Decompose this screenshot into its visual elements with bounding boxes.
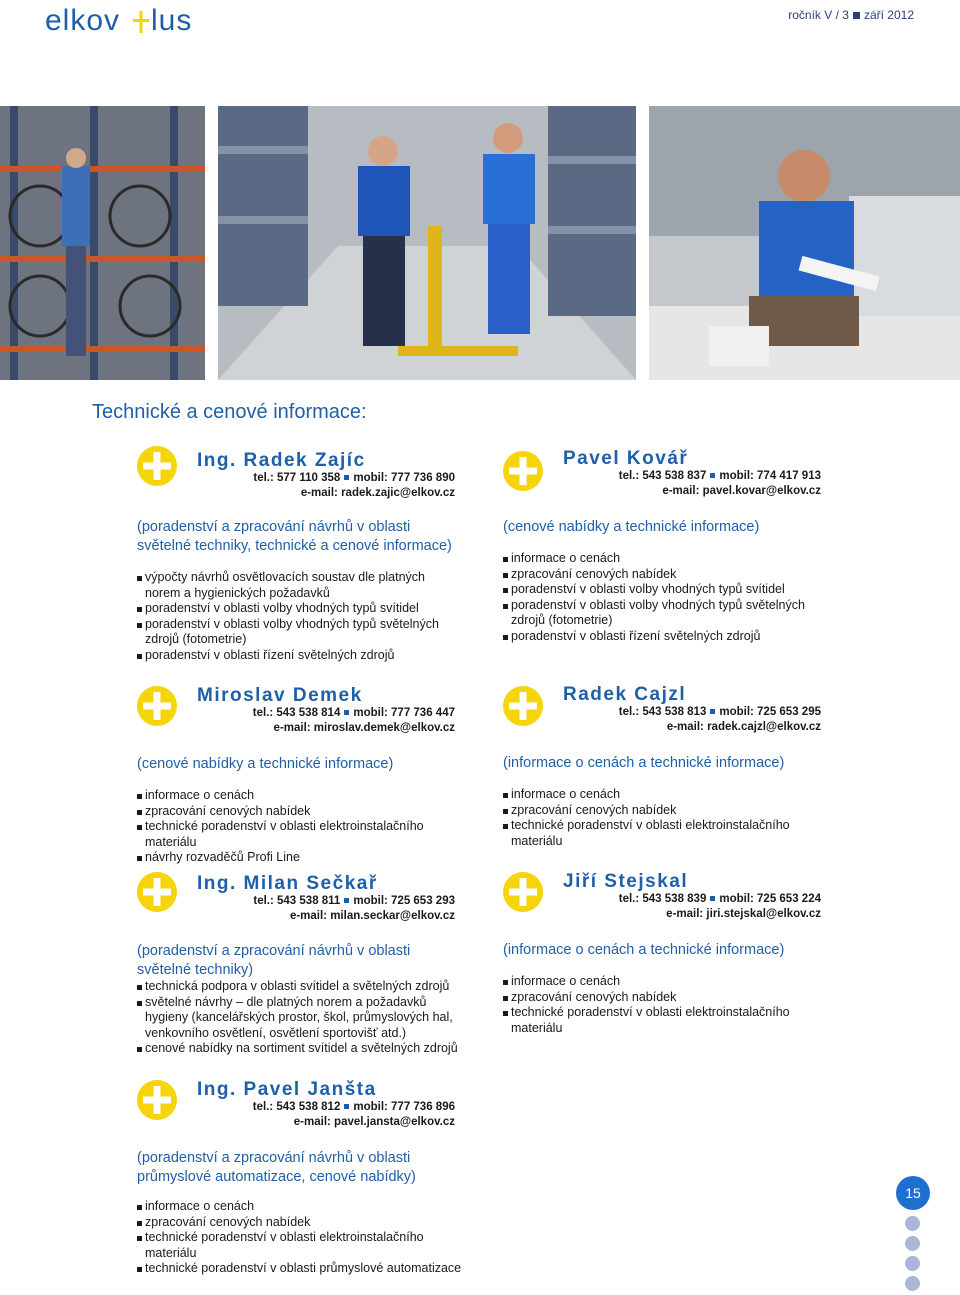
contact-role: (poradenství a zpracování návrhů v oblasti průmyslové automatizace, cenové nabídky)	[137, 1150, 416, 1185]
plus-icon	[137, 446, 177, 486]
mobile: mobil: 777 736 896	[353, 1101, 455, 1113]
contact-name: Ing. Radek Zajíc	[197, 450, 366, 471]
phone: tel.: 543 538 837	[618, 470, 707, 482]
separator-square-icon	[344, 1104, 349, 1109]
mobile: mobil: 777 736 447	[353, 707, 455, 719]
contact-name: Jiří Stejskal	[563, 871, 689, 892]
contact-role: (cenové nabídky a technické informace)	[503, 519, 760, 535]
list-item: poradenství v oblasti volby vhodných typů svítidel	[503, 582, 823, 598]
plus-icon	[137, 1080, 177, 1120]
photo-warehouse-cable-drums	[0, 106, 205, 380]
contact-email[interactable]: e-mail: radek.zajic@elkov.cz	[300, 487, 455, 499]
list-item: informace o cenách	[503, 551, 823, 567]
contact-phones	[253, 1101, 455, 1113]
service-list	[137, 979, 462, 1057]
separator-square-icon	[710, 709, 715, 714]
list-item: návrhy rozvaděčů Profi Line	[137, 850, 467, 866]
contact-role: (informace o cenách a technické informace)	[503, 755, 785, 771]
list-item: světelné návrhy – dle platných norem a požadavků hygieny (kancelářských prostor, škol, průmyslových hal, venkovního osvětlení, osvětlení sportovišť atd.)	[137, 995, 462, 1042]
list-item: poradenství v oblasti volby vhodných typů světelných zdrojů (fotometrie)	[503, 598, 823, 629]
separator-square-icon	[710, 896, 715, 901]
photo-worker-reading-document	[649, 106, 960, 380]
contact-role: (cenové nabídky a technické informace)	[137, 756, 394, 772]
contact-phones	[619, 706, 821, 718]
service-list	[137, 788, 467, 866]
plus-icon	[137, 872, 177, 912]
contact-name: Miroslav Demek	[197, 685, 363, 706]
mobile: mobil: 774 417 913	[719, 470, 821, 482]
list-item: informace o cenách	[503, 787, 833, 803]
contact-email[interactable]: e-mail: miroslav.demek@elkov.cz	[273, 722, 455, 734]
issue-volume: ročník V / 3	[788, 8, 849, 22]
contact-name: Ing. Milan Sečkař	[197, 873, 378, 894]
phone: tel.: 543 538 839	[618, 893, 707, 905]
list-item: technické poradenství v oblasti elektroinstalačního materiálu	[137, 819, 467, 850]
contact-email[interactable]: e-mail: pavel.jansta@elkov.cz	[293, 1116, 455, 1128]
photo-two-workers-pallet-truck	[218, 106, 636, 380]
phone: tel.: 543 538 814	[252, 707, 341, 719]
list-item: technické poradenství v oblasti průmyslové automatizace	[137, 1261, 467, 1277]
mobile: mobil: 725 653 224	[719, 893, 821, 905]
contact-email[interactable]: e-mail: radek.cajzl@elkov.cz	[666, 721, 821, 733]
phone: tel.: 577 110 358	[253, 472, 341, 484]
contact-name: Ing. Pavel Janšta	[197, 1079, 377, 1100]
phone: tel.: 543 538 812	[252, 1101, 341, 1113]
service-list	[137, 1199, 467, 1277]
list-item: poradenství v oblasti volby vhodných typů svítidel	[137, 601, 447, 617]
list-item: zpracování cenových nabídek	[137, 804, 467, 820]
list-item: informace o cenách	[503, 974, 833, 990]
contact-email[interactable]: e-mail: jiri.stejskal@elkov.cz	[666, 908, 821, 920]
plus-icon	[503, 451, 543, 491]
issue-info	[788, 8, 914, 22]
issue-date: září 2012	[863, 8, 914, 22]
contact-name: Radek Cajzl	[563, 684, 687, 705]
decorative-dot	[905, 1236, 920, 1251]
contact-role: (poradenství a zpracování návrhů v oblasti světelné techniky, technické a cenové informace)	[137, 519, 452, 554]
list-item: technická podpora v oblasti svítidel a světelných zdrojů	[137, 979, 462, 995]
separator-square-icon	[710, 473, 715, 478]
list-item: cenové nabídky na sortiment svítidel a světelných zdrojů	[137, 1041, 462, 1057]
mobile: mobil: 725 653 295	[719, 706, 821, 718]
service-list	[503, 787, 833, 849]
list-item: zpracování cenových nabídek	[503, 803, 833, 819]
separator-square-icon	[344, 475, 349, 480]
plus-icon	[503, 686, 543, 726]
contact-email[interactable]: e-mail: milan.seckar@elkov.cz	[289, 910, 455, 922]
page-number: 15	[896, 1176, 930, 1210]
separator-square-icon	[344, 898, 349, 903]
list-item: technické poradenství v oblasti elektroinstalačního materiálu	[503, 1005, 833, 1036]
contact-email[interactable]: e-mail: pavel.kovar@elkov.cz	[662, 485, 821, 497]
contact-name: Pavel Kovář	[563, 448, 689, 469]
decorative-dot	[905, 1256, 920, 1271]
section-title: Technické a cenové informace:	[92, 401, 367, 423]
decorative-dot	[905, 1276, 920, 1291]
contact-role: (poradenství a zpracování návrhů v oblasti světelné techniky)	[137, 943, 411, 978]
list-item: zpracování cenových nabídek	[503, 567, 823, 583]
list-item: zpracování cenových nabídek	[137, 1215, 467, 1231]
mobile: mobil: 777 736 890	[353, 472, 455, 484]
contact-phones	[619, 893, 821, 905]
phone: tel.: 543 538 813	[618, 706, 707, 718]
list-item: informace o cenách	[137, 788, 467, 804]
service-list	[503, 974, 833, 1036]
separator-square-icon	[853, 12, 860, 19]
list-item: informace o cenách	[137, 1199, 467, 1215]
separator-square-icon	[344, 710, 349, 715]
contact-role: (informace o cenách a technické informace)	[503, 942, 785, 958]
list-item: technické poradenství v oblasti elektroinstalačního materiálu	[137, 1230, 467, 1261]
plus-icon	[503, 872, 543, 912]
service-list	[137, 570, 447, 663]
contact-phones	[619, 470, 821, 482]
list-item: technické poradenství v oblasti elektroinstalačního materiálu	[503, 818, 833, 849]
list-item: výpočty návrhů osvětlovacích soustav dle platných norem a hygienických požadavků	[137, 570, 447, 601]
plus-icon	[137, 686, 177, 726]
list-item: zpracování cenových nabídek	[503, 990, 833, 1006]
list-item: poradenství v oblasti volby vhodných typů světelných zdrojů (fotometrie)	[137, 617, 447, 648]
contact-phones	[253, 895, 455, 907]
mobile: mobil: 725 653 293	[353, 895, 455, 907]
svg-text:elkov: elkov	[45, 6, 121, 37]
phone: tel.: 543 538 811	[253, 895, 341, 907]
contact-phones	[253, 707, 455, 719]
svg-text:lus: lus	[151, 6, 193, 37]
elkov-plus-logo	[45, 6, 240, 40]
service-list	[503, 551, 823, 644]
contact-phones	[253, 472, 455, 484]
list-item: poradenství v oblasti řízení světelných zdrojů	[137, 648, 447, 664]
decorative-dot	[905, 1216, 920, 1231]
list-item: poradenství v oblasti řízení světelných zdrojů	[503, 629, 823, 645]
